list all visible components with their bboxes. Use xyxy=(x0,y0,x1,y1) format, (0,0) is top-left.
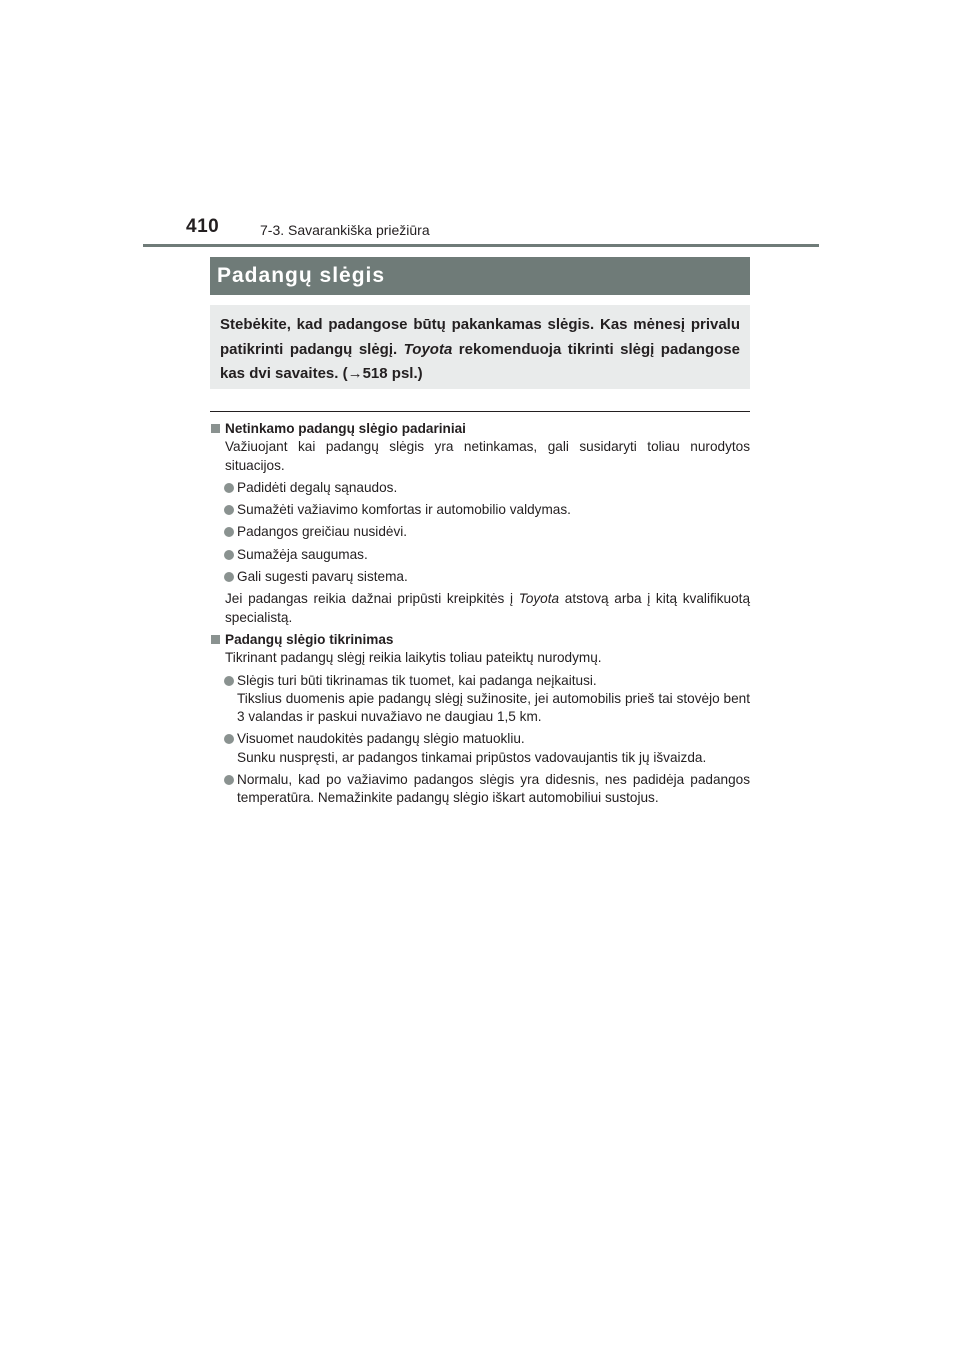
section-heading-text: Padangų slėgio tikrinimas xyxy=(225,631,394,647)
list-item-text: Gali sugesti pavarų sistema. xyxy=(237,569,408,585)
square-bullet-icon xyxy=(211,424,220,433)
intro-text-part2: rekomenduoja tikrinti slėgį padangose kas dvi savaites. (→518 psl.) xyxy=(220,340,740,382)
section-name: 7-3. Savarankiška priežiūra xyxy=(260,222,430,238)
round-bullet-icon xyxy=(224,483,234,493)
note-text-part2: atstovą arba į kitą kvalifikuotą specialistą. xyxy=(225,591,751,625)
list-item-text: Normalu, kad po važiavimo padangos slėgis yra didesnis, nes padidėja padangos temperatūra. Nemažinkite padangų slėgio iškart automobiliui sustojus. xyxy=(237,772,750,806)
round-bullet-icon xyxy=(224,550,234,560)
list-item xyxy=(210,672,750,727)
list-item-text: Slėgis turi būti tikrinamas tik tuomet, kai padanga neįkaitusi. xyxy=(237,672,597,688)
page-title-bar xyxy=(210,257,750,295)
content xyxy=(210,418,750,812)
list-item-text: Sumažėti važiavimo komfortas ir automobilio valdymas. xyxy=(237,502,571,518)
round-bullet-icon xyxy=(224,775,234,785)
list-item xyxy=(210,479,750,497)
round-bullet-icon xyxy=(224,527,234,537)
list-item-text: Padangos greičiau nusidėvi. xyxy=(237,524,408,540)
intro-brand: Toyota xyxy=(403,340,453,358)
note-text-part1: Jei padangas reikia dažnai pripūsti kreipkitės į xyxy=(225,591,514,607)
section-intro: Tikrinant padangų slėgį reikia laikytis toliau pateiktų nurodymų. xyxy=(225,650,602,666)
intro-box xyxy=(210,305,750,389)
content-rule xyxy=(210,411,750,412)
round-bullet-icon xyxy=(224,572,234,582)
section-heading-effects xyxy=(210,420,750,438)
list-item xyxy=(210,568,750,586)
section-heading-checking xyxy=(210,631,750,649)
list-item xyxy=(210,501,750,519)
header-rule xyxy=(143,244,819,247)
list-item xyxy=(210,523,750,541)
list-item-text: Sumažėja saugumas. xyxy=(237,546,368,562)
page-number: 410 xyxy=(186,216,220,237)
round-bullet-icon xyxy=(224,734,234,744)
list-item xyxy=(210,771,750,808)
list-item-detail: Tikslius duomenis apie padangų slėgį sužinosite, jei automobilis prieš tai stovėjo bent 3 valandas ir paskui nuvažiavo ne daugiau 1,5 km. xyxy=(237,690,750,725)
intro-text-part1: Stebėkite, kad padangose būtų pakankamas slėgis. Kas mėnesį privalu patikrinti padangų slėgį. xyxy=(220,316,740,358)
list-item-text: Visuomet naudokitės padangų slėgio matuokliu. xyxy=(237,731,525,747)
square-bullet-icon xyxy=(211,635,220,644)
page-title: Padangų slėgis xyxy=(217,264,386,287)
section-heading-text: Netinkamo padangų slėgio padariniai xyxy=(225,421,466,436)
section-intro: Važiuojant kai padangų slėgis yra netinkamas, gali susidaryti toliau nurodytos situacijos. xyxy=(225,439,750,473)
list-item-detail: Sunku nuspręsti, ar padangos tinkamai pripūstos vadovaujantis tik jų išvaizda. xyxy=(237,749,707,765)
list-item xyxy=(210,730,750,767)
round-bullet-icon xyxy=(224,505,234,515)
round-bullet-icon xyxy=(224,676,234,686)
note-brand: Toyota xyxy=(518,591,560,607)
list-item-text: Padidėti degalų sąnaudos. xyxy=(237,479,398,495)
list-item xyxy=(210,546,750,564)
section-note xyxy=(210,590,750,627)
